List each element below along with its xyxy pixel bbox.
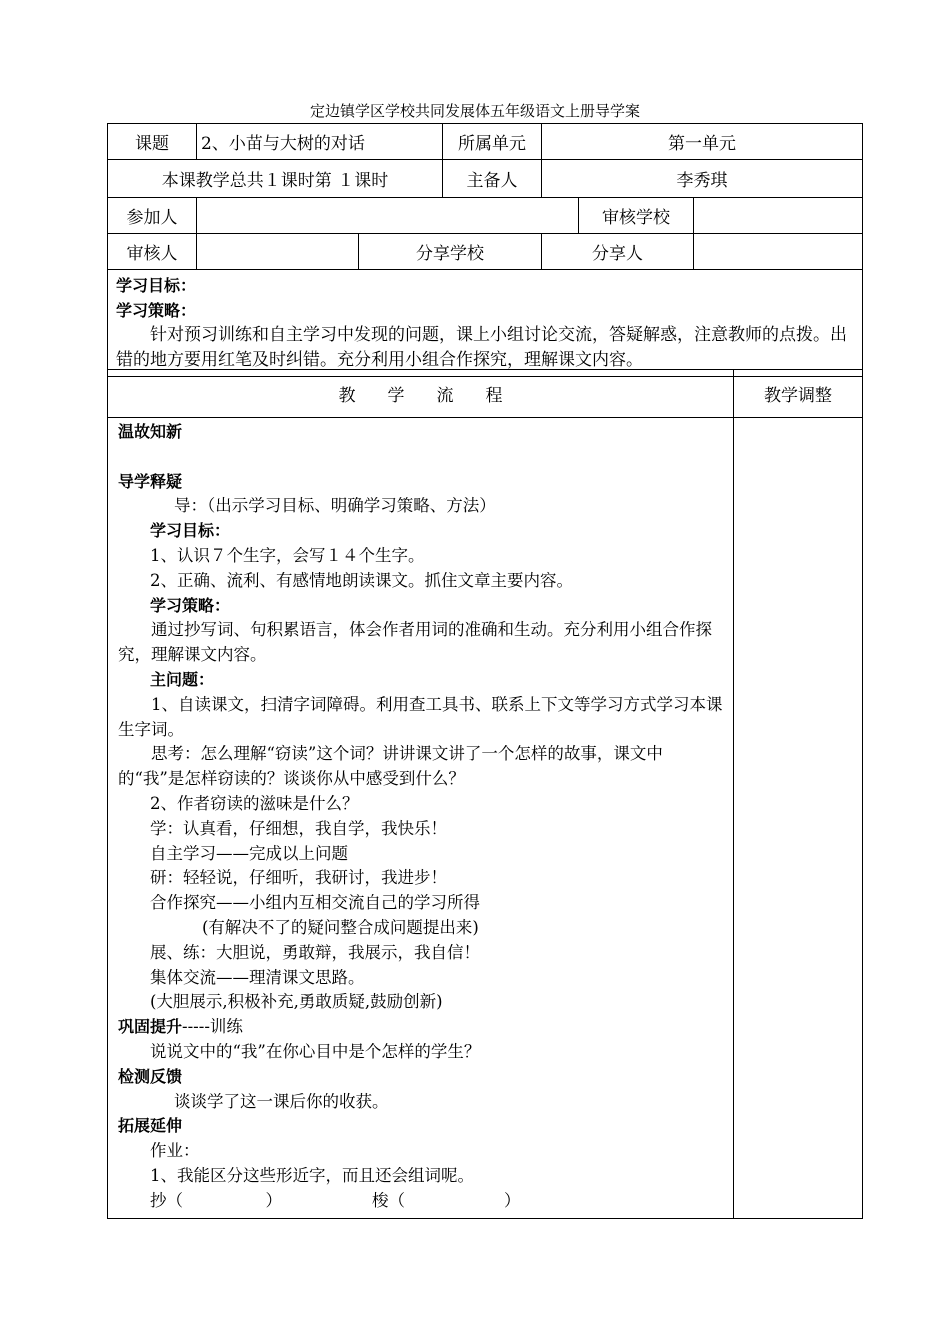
participants-label: 参加人 [108,198,197,234]
word-pair [118,1189,727,1214]
flow-header-char: 教 [338,386,356,406]
flow-goal-label: 学习目标： [150,521,231,541]
flow-content [108,418,734,1219]
share-school-label: 分享学校 [359,234,542,270]
strategy-text: 针对预习训练和自主学习中发现的问题，课上小组讨论交流，答疑解惑，注意教师的点拨。出错的地方要用红笔及时纠错。充分利用小组合作探究，理解课文内容。 [116,325,847,370]
guide-heading: 导学释疑 [118,471,183,491]
flow-header-char: 程 [485,386,503,406]
unit-value: 第一单元 [542,124,863,160]
homework-label: 作业： [150,1141,200,1161]
homework-item-1: 1、我能区分这些形近字，而且还会组词呢。 [150,1165,474,1185]
review-heading: 温故知新 [118,422,183,441]
coop-note: (有解决不了的疑问整合成问题提出来) [202,917,479,937]
word-b: 梭（ ） [372,1190,521,1210]
reviewer-label: 审核人 [108,234,197,270]
lesson-info-table [107,123,863,377]
consolidate-text: 说说文中的“我”在你心目中是个怎样的学生？ [150,1041,481,1061]
review-school-value [694,198,863,234]
self-study-line: 自主学习——完成以上问题 [150,843,348,863]
goal-item-2: 2、正确、流利、有感情地朗读课文。抓住文章主要内容。 [150,570,573,590]
consolidate-suffix: -----训练 [182,1017,243,1037]
review-school-label: 审核学校 [579,198,694,234]
lesson-label: 课题 [108,124,197,160]
main-question-label: 主问题： [150,669,215,689]
document-title: 定边镇学区学校共同发展体五年级语文上册导学案 [309,102,640,120]
participants-value [197,198,579,234]
extend-heading: 拓展延伸 [118,1116,183,1136]
adjust-column [734,418,863,1219]
goal-item-1: 1、认识７个生字，会写１４个生字。 [150,545,425,565]
reviewer-value [197,234,359,270]
sharer-value [694,234,863,270]
collective-note: (大胆展示,积极补充,勇敢质疑,鼓励创新) [150,992,443,1012]
blank-line [118,445,727,470]
show-line: 展、练：大胆说，勇敢辩，我展示，我自信！ [150,942,480,962]
flow-header-char: 流 [436,386,454,406]
adjust-header: 教学调整 [734,370,863,418]
preparer-label: 主备人 [443,160,542,198]
consolidate-heading: 巩固提升 [118,1017,183,1037]
goal-label: 学习目标： [116,276,197,295]
question-2: 2、作者窃读的滋味是什么？ [150,793,359,813]
unit-label: 所属单元 [443,124,542,160]
learn-line: 学：认真看，仔细想，我自学，我快乐！ [150,818,447,838]
word-a: 抄（ ） [150,1190,282,1210]
flow-strategy-text: 通过抄写词、句积累语言，体会作者用词的准确和生动。充分利用小组合作探究，理解课文内容。 [118,620,712,665]
guide-line: 导：（出示学习目标、明确学习策略、方法） [174,496,496,516]
flow-strategy-label: 学习策略： [150,595,231,615]
collective-line: 集体交流——理清课文思路。 [150,967,365,987]
preparer-value: 李秀琪 [542,160,863,198]
flow-header-char: 学 [387,386,405,406]
coop-line: 合作探究——小组内互相交流自己的学习所得 [150,893,480,913]
feedback-heading: 检测反馈 [118,1066,183,1086]
think-question: 思考：怎么理解“窃读”这个词？讲讲课文讲了一个怎样的故事，课文中的“我”是怎样窃读的？谈谈你从中感受到什么？ [118,744,663,789]
sharer-label: 分享人 [542,234,694,270]
flow-header [108,370,734,418]
teaching-flow-table [107,369,863,1219]
goals-section [108,270,863,377]
consolidate-line [118,1015,727,1040]
question-1: 1、自读课文，扫清字词障碍。利用查工具书、联系上下文等学习方式学习本课生字词。 [118,694,723,739]
strategy-label: 学习策略： [116,301,197,320]
class-hours: 本课教学总共１课时第 １课时 [108,160,443,198]
lesson-value: 2、小苗与大树的对话 [197,124,443,160]
research-line: 研：轻轻说，仔细听，我研讨，我进步！ [150,868,447,888]
feedback-text: 谈谈学了这一课后你的收获。 [174,1091,389,1111]
